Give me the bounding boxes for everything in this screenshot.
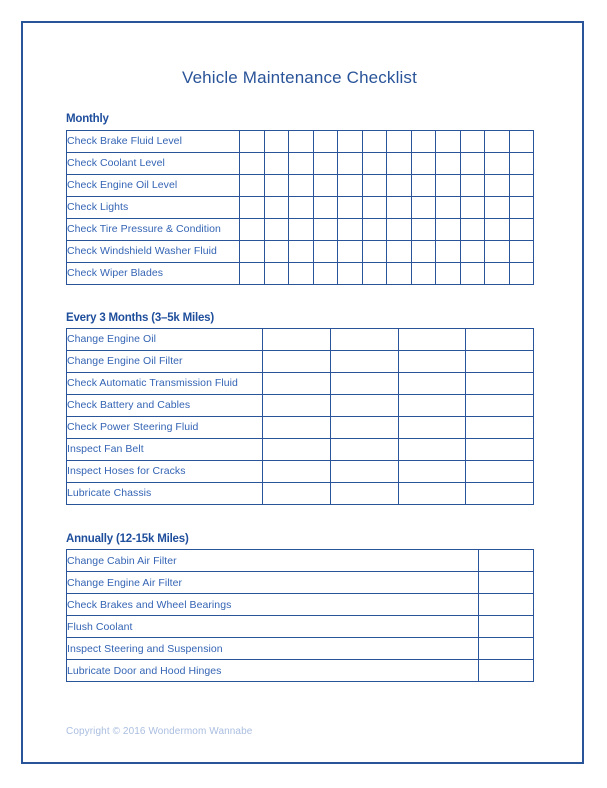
checkbox-cell[interactable]	[460, 174, 485, 196]
checkbox-cell[interactable]	[479, 660, 534, 682]
checkbox-cell[interactable]	[485, 240, 510, 262]
checkbox-cell[interactable]	[289, 152, 314, 174]
checkbox-cell[interactable]	[240, 152, 265, 174]
checkbox-cell[interactable]	[436, 218, 461, 240]
task-label: Check Coolant Level	[67, 152, 240, 174]
checkbox-cell[interactable]	[263, 482, 331, 504]
table-row	[67, 394, 534, 416]
checkbox-cell[interactable]	[509, 240, 534, 262]
checkbox-cell[interactable]	[460, 262, 485, 284]
checkbox-cell[interactable]	[485, 174, 510, 196]
checkbox-cell[interactable]	[289, 196, 314, 218]
checkbox-cell[interactable]	[362, 152, 387, 174]
table-row	[67, 218, 534, 240]
task-label: Lubricate Chassis	[67, 482, 263, 504]
checkbox-cell[interactable]	[460, 218, 485, 240]
checkbox-cell[interactable]	[411, 196, 436, 218]
checkbox-cell[interactable]	[313, 240, 338, 262]
checkbox-cell[interactable]	[460, 130, 485, 152]
checkbox-cell[interactable]	[485, 152, 510, 174]
table-row	[67, 130, 534, 152]
checkbox-cell[interactable]	[362, 240, 387, 262]
table-row	[67, 372, 534, 394]
task-label: Change Engine Air Filter	[67, 572, 479, 594]
table-row	[67, 350, 534, 372]
checkbox-cell[interactable]	[479, 616, 534, 638]
checkbox-cell[interactable]	[264, 152, 289, 174]
checkbox-cell[interactable]	[240, 262, 265, 284]
checkbox-cell[interactable]	[466, 438, 534, 460]
checkbox-cell[interactable]	[436, 174, 461, 196]
checkbox-cell[interactable]	[263, 438, 331, 460]
checkbox-cell[interactable]	[485, 262, 510, 284]
task-label: Check Tire Pressure & Condition	[67, 218, 240, 240]
checkbox-cell[interactable]	[509, 218, 534, 240]
checkbox-cell[interactable]	[479, 550, 534, 572]
task-label: Inspect Steering and Suspension	[67, 638, 479, 660]
checkbox-cell[interactable]	[466, 350, 534, 372]
table-row	[67, 240, 534, 262]
checkbox-cell[interactable]	[387, 174, 412, 196]
checkbox-cell[interactable]	[436, 240, 461, 262]
checkbox-cell[interactable]	[263, 350, 331, 372]
checkbox-cell[interactable]	[479, 572, 534, 594]
checkbox-cell[interactable]	[330, 482, 398, 504]
checkbox-cell[interactable]	[289, 240, 314, 262]
table-row	[67, 174, 534, 196]
checkbox-cell[interactable]	[362, 196, 387, 218]
checkbox-cell[interactable]	[264, 262, 289, 284]
checkbox-cell[interactable]	[338, 240, 363, 262]
table-row	[67, 572, 534, 594]
table-row	[67, 152, 534, 174]
checkbox-cell[interactable]	[398, 438, 466, 460]
checkbox-cell[interactable]	[466, 460, 534, 482]
section-monthly	[66, 88, 533, 284]
checkbox-cell[interactable]	[436, 130, 461, 152]
checkbox-cell[interactable]	[466, 416, 534, 438]
checkbox-cell[interactable]	[436, 152, 461, 174]
table-row	[67, 438, 534, 460]
task-label: Inspect Fan Belt	[67, 438, 263, 460]
checkbox-cell[interactable]	[263, 460, 331, 482]
checkbox-cell[interactable]	[240, 196, 265, 218]
checkbox-cell[interactable]	[264, 218, 289, 240]
checkbox-cell[interactable]	[289, 262, 314, 284]
checkbox-cell[interactable]	[398, 482, 466, 504]
checkbox-cell[interactable]	[338, 174, 363, 196]
task-label: Check Windshield Washer Fluid	[67, 240, 240, 262]
checkbox-cell[interactable]	[264, 130, 289, 152]
checkbox-cell[interactable]	[411, 130, 436, 152]
table-row	[67, 328, 534, 350]
section-header-monthly: Monthly	[66, 113, 109, 126]
checkbox-cell[interactable]	[240, 130, 265, 152]
checkbox-cell[interactable]	[387, 152, 412, 174]
task-label: Inspect Hoses for Cracks	[67, 460, 263, 482]
task-label: Check Brakes and Wheel Bearings	[67, 594, 479, 616]
table-row	[67, 638, 534, 660]
checkbox-cell[interactable]	[362, 130, 387, 152]
checkbox-cell[interactable]	[338, 196, 363, 218]
checkbox-cell[interactable]	[485, 130, 510, 152]
checkbox-cell[interactable]	[338, 152, 363, 174]
checkbox-cell[interactable]	[411, 174, 436, 196]
checkbox-cell[interactable]	[509, 262, 534, 284]
page-title: Vehicle Maintenance Checklist	[182, 68, 417, 87]
checkbox-cell[interactable]	[313, 130, 338, 152]
checkbox-cell[interactable]	[240, 240, 265, 262]
checklist-table-quarterly	[66, 328, 534, 505]
checkbox-cell[interactable]	[313, 152, 338, 174]
table-row	[67, 262, 534, 284]
task-label: Check Battery and Cables	[67, 394, 263, 416]
table-row	[67, 550, 534, 572]
checkbox-cell[interactable]	[398, 416, 466, 438]
checkbox-cell[interactable]	[398, 372, 466, 394]
checkbox-cell[interactable]	[411, 262, 436, 284]
checkbox-cell[interactable]	[387, 218, 412, 240]
table-row	[67, 660, 534, 682]
checkbox-cell[interactable]	[387, 196, 412, 218]
checkbox-cell[interactable]	[398, 328, 466, 350]
copyright-footer: Copyright © 2016 Wondermom Wannabe	[66, 726, 253, 737]
checkbox-cell[interactable]	[264, 196, 289, 218]
table-row	[67, 594, 534, 616]
document-content	[66, 21, 533, 682]
table-row	[67, 196, 534, 218]
checkbox-cell[interactable]	[398, 460, 466, 482]
checkbox-cell[interactable]	[330, 416, 398, 438]
task-label: Flush Coolant	[67, 616, 479, 638]
checkbox-cell[interactable]	[240, 218, 265, 240]
task-label: Check Lights	[67, 196, 240, 218]
checkbox-cell[interactable]	[338, 218, 363, 240]
task-label: Check Engine Oil Level	[67, 174, 240, 196]
table-body	[67, 130, 534, 284]
table-row	[67, 460, 534, 482]
table-row	[67, 416, 534, 438]
checkbox-cell[interactable]	[263, 394, 331, 416]
table-row	[67, 482, 534, 504]
checkbox-cell[interactable]	[436, 196, 461, 218]
checkbox-cell[interactable]	[460, 152, 485, 174]
checkbox-cell[interactable]	[485, 218, 510, 240]
checkbox-cell[interactable]	[289, 218, 314, 240]
task-label: Check Power Steering Fluid	[67, 416, 263, 438]
task-label: Change Engine Oil	[67, 328, 263, 350]
checkbox-cell[interactable]	[330, 394, 398, 416]
checkbox-cell[interactable]	[460, 240, 485, 262]
checkbox-cell[interactable]	[338, 130, 363, 152]
checkbox-cell[interactable]	[264, 174, 289, 196]
checkbox-cell[interactable]	[330, 328, 398, 350]
task-label: Lubricate Door and Hood Hinges	[67, 660, 479, 682]
section-header-quarterly: Every 3 Months (3–5k Miles)	[66, 311, 214, 324]
checkbox-cell[interactable]	[466, 328, 534, 350]
task-label: Check Brake Fluid Level	[67, 130, 240, 152]
checkbox-cell[interactable]	[398, 350, 466, 372]
checkbox-cell[interactable]	[362, 174, 387, 196]
checkbox-cell[interactable]	[263, 328, 331, 350]
checkbox-cell[interactable]	[485, 196, 510, 218]
checkbox-cell[interactable]	[411, 240, 436, 262]
checkbox-cell[interactable]	[466, 372, 534, 394]
task-label: Check Wiper Blades	[67, 262, 240, 284]
checkbox-cell[interactable]	[387, 240, 412, 262]
checkbox-cell[interactable]	[289, 130, 314, 152]
checkbox-cell[interactable]	[313, 196, 338, 218]
task-label: Check Automatic Transmission Fluid	[67, 372, 263, 394]
checkbox-cell[interactable]	[411, 218, 436, 240]
checkbox-cell[interactable]	[398, 394, 466, 416]
checkbox-cell[interactable]	[479, 594, 534, 616]
checkbox-cell[interactable]	[313, 262, 338, 284]
checkbox-cell[interactable]	[411, 152, 436, 174]
checkbox-cell[interactable]	[479, 638, 534, 660]
checkbox-cell[interactable]	[509, 196, 534, 218]
checkbox-cell[interactable]	[436, 262, 461, 284]
table-body	[67, 550, 534, 682]
checkbox-cell[interactable]	[289, 174, 314, 196]
checkbox-cell[interactable]	[466, 394, 534, 416]
checkbox-cell[interactable]	[509, 152, 534, 174]
checkbox-cell[interactable]	[509, 130, 534, 152]
section-annual	[66, 505, 533, 682]
checkbox-cell[interactable]	[313, 218, 338, 240]
checkbox-cell[interactable]	[387, 262, 412, 284]
checkbox-cell[interactable]	[330, 372, 398, 394]
table-row	[67, 616, 534, 638]
checkbox-cell[interactable]	[330, 350, 398, 372]
table-body	[67, 328, 534, 504]
checkbox-cell[interactable]	[313, 174, 338, 196]
checkbox-cell[interactable]	[509, 174, 534, 196]
checklist-table-annual	[66, 549, 534, 682]
checkbox-cell[interactable]	[330, 438, 398, 460]
checkbox-cell[interactable]	[362, 262, 387, 284]
checklist-table-monthly	[66, 130, 534, 285]
checkbox-cell[interactable]	[330, 460, 398, 482]
task-label: Change Cabin Air Filter	[67, 550, 479, 572]
task-label: Change Engine Oil Filter	[67, 350, 263, 372]
checkbox-cell[interactable]	[263, 416, 331, 438]
section-header-annual: Annually (12-15k Miles)	[66, 532, 189, 545]
checkbox-cell[interactable]	[338, 262, 363, 284]
checkbox-cell[interactable]	[387, 130, 412, 152]
checkbox-cell[interactable]	[466, 482, 534, 504]
checkbox-cell[interactable]	[264, 240, 289, 262]
checkbox-cell[interactable]	[460, 196, 485, 218]
section-quarterly	[66, 285, 533, 505]
checkbox-cell[interactable]	[263, 372, 331, 394]
checkbox-cell[interactable]	[362, 218, 387, 240]
checkbox-cell[interactable]	[240, 174, 265, 196]
